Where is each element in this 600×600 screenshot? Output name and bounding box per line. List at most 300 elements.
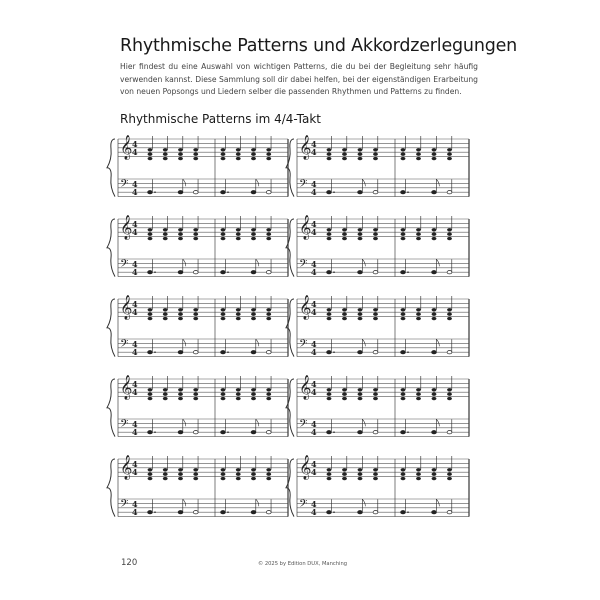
eighth-flag — [256, 179, 259, 186]
chord-notehead — [416, 228, 421, 231]
chord-notehead — [163, 477, 168, 480]
chord-notehead — [221, 393, 226, 396]
chord-notehead — [447, 157, 452, 160]
bass-notehead — [148, 271, 153, 274]
augmentation-dot — [333, 351, 335, 353]
treble-clef: 𝄞 — [299, 295, 312, 319]
chord-notehead — [148, 157, 153, 160]
chord-notehead — [251, 473, 256, 476]
chord-notehead — [401, 397, 406, 400]
chord-notehead — [193, 468, 198, 471]
bass-notehead — [447, 431, 452, 434]
chord-notehead — [221, 468, 226, 471]
chord-notehead — [416, 157, 421, 160]
chord-notehead — [163, 397, 168, 400]
time-signature-bottom: 4 — [132, 147, 138, 157]
chord-notehead — [327, 393, 332, 396]
chord-notehead — [416, 153, 421, 156]
bass-notehead — [373, 431, 378, 434]
chord-notehead — [416, 237, 421, 240]
treble-clef: 𝄞 — [120, 375, 133, 399]
chord-notehead — [358, 228, 363, 231]
chord-notehead — [342, 148, 347, 151]
chord-notehead — [193, 308, 198, 311]
chord-notehead — [193, 397, 198, 400]
chord-notehead — [401, 308, 406, 311]
chord-notehead — [373, 477, 378, 480]
bass-notehead — [432, 271, 437, 274]
chord-notehead — [236, 233, 241, 236]
chord-notehead — [193, 477, 198, 480]
time-signature-top: 4 — [132, 219, 138, 229]
time-signature-top: 4 — [311, 499, 317, 509]
intro-paragraph: Hier findest du eine Auswahl von wichtigen Patterns, die du bei der Begleitung sehr häufig verwenden kannst. Diese Sammlung soll dir dabei helfen, bei der eigenständigen Erarbeitung von neuen Popsongs und Liedern selber die passenden Rhythmen und Patterns zu finden. — [120, 62, 478, 96]
chord-notehead — [416, 233, 421, 236]
chord-notehead — [236, 153, 241, 156]
chord-notehead — [148, 397, 153, 400]
chord-notehead — [358, 393, 363, 396]
augmentation-dot — [407, 271, 409, 273]
eighth-flag — [183, 419, 186, 426]
time-signature-top: 4 — [132, 179, 138, 189]
chord-notehead — [266, 468, 271, 471]
chord-notehead — [342, 228, 347, 231]
chord-notehead — [373, 233, 378, 236]
bass-notehead — [178, 191, 183, 194]
bass-notehead — [447, 511, 452, 514]
chord-notehead — [221, 148, 226, 151]
eighth-flag — [256, 259, 259, 266]
augmentation-dot — [333, 191, 335, 193]
time-signature-bottom: 4 — [311, 467, 317, 477]
chord-notehead — [358, 477, 363, 480]
chord-notehead — [236, 393, 241, 396]
bass-notehead — [358, 431, 363, 434]
chord-notehead — [236, 317, 241, 320]
chord-notehead — [342, 317, 347, 320]
chord-notehead — [401, 237, 406, 240]
chord-notehead — [432, 397, 437, 400]
augmentation-dot — [154, 511, 156, 513]
eighth-flag — [436, 419, 439, 426]
chord-notehead — [251, 397, 256, 400]
chord-notehead — [221, 157, 226, 160]
augmentation-dot — [407, 511, 409, 513]
chord-notehead — [193, 157, 198, 160]
chord-notehead — [251, 148, 256, 151]
treble-clef: 𝄞 — [120, 455, 133, 479]
chord-notehead — [178, 237, 183, 240]
time-signature-top: 4 — [132, 339, 138, 349]
time-signature-bottom: 4 — [132, 187, 138, 197]
eighth-flag — [256, 499, 259, 506]
chord-notehead — [342, 397, 347, 400]
chord-notehead — [401, 153, 406, 156]
chord-notehead — [178, 477, 183, 480]
chord-notehead — [221, 228, 226, 231]
bass-notehead — [432, 431, 437, 434]
augmentation-dot — [227, 271, 229, 273]
bass-notehead — [251, 511, 256, 514]
chord-notehead — [148, 393, 153, 396]
time-signature-top: 4 — [132, 499, 138, 509]
time-signature-bottom: 4 — [132, 507, 138, 517]
chord-notehead — [373, 228, 378, 231]
page-title: Rhythmische Patterns und Akkordzerlegungen — [120, 36, 518, 56]
chord-notehead — [373, 473, 378, 476]
eighth-flag — [362, 499, 365, 506]
bass-clef: 𝄢 — [299, 258, 308, 273]
time-signature-bottom: 4 — [132, 227, 138, 237]
chord-notehead — [447, 388, 452, 391]
bass-notehead — [401, 511, 406, 514]
chord-notehead — [358, 317, 363, 320]
treble-clef: 𝄞 — [299, 455, 312, 479]
chord-notehead — [266, 233, 271, 236]
bass-notehead — [178, 351, 183, 354]
bass-notehead — [193, 511, 198, 514]
chord-notehead — [327, 317, 332, 320]
chord-notehead — [416, 477, 421, 480]
chord-notehead — [327, 153, 332, 156]
bass-notehead — [447, 191, 452, 194]
chord-notehead — [148, 308, 153, 311]
time-signature-bottom: 4 — [311, 227, 317, 237]
chord-notehead — [401, 468, 406, 471]
chord-notehead — [432, 233, 437, 236]
bass-notehead — [148, 351, 153, 354]
chord-notehead — [193, 313, 198, 316]
chord-notehead — [251, 237, 256, 240]
chord-notehead — [148, 473, 153, 476]
chord-notehead — [148, 228, 153, 231]
bass-notehead — [447, 271, 452, 274]
chord-notehead — [236, 477, 241, 480]
chord-notehead — [266, 228, 271, 231]
chord-notehead — [221, 153, 226, 156]
chord-notehead — [373, 397, 378, 400]
chord-notehead — [373, 308, 378, 311]
brace — [107, 379, 115, 437]
bass-notehead — [401, 351, 406, 354]
bass-notehead — [266, 351, 271, 354]
chord-notehead — [148, 148, 153, 151]
chord-notehead — [447, 393, 452, 396]
chord-notehead — [193, 228, 198, 231]
chord-notehead — [178, 157, 183, 160]
chord-notehead — [148, 237, 153, 240]
chord-notehead — [358, 157, 363, 160]
chord-notehead — [358, 397, 363, 400]
chord-notehead — [327, 473, 332, 476]
chord-notehead — [342, 468, 347, 471]
chord-notehead — [327, 157, 332, 160]
eighth-flag — [436, 499, 439, 506]
chord-notehead — [163, 468, 168, 471]
chord-notehead — [416, 393, 421, 396]
time-signature-top: 4 — [132, 459, 138, 469]
chord-notehead — [236, 157, 241, 160]
bass-notehead — [221, 351, 226, 354]
chord-notehead — [432, 308, 437, 311]
chord-notehead — [358, 233, 363, 236]
time-signature-bottom: 4 — [132, 427, 138, 437]
bass-notehead — [266, 191, 271, 194]
bass-notehead — [373, 351, 378, 354]
chord-notehead — [327, 228, 332, 231]
chord-notehead — [221, 477, 226, 480]
treble-clef: 𝄞 — [299, 135, 312, 159]
chord-notehead — [163, 388, 168, 391]
bass-notehead — [148, 511, 153, 514]
chord-notehead — [163, 308, 168, 311]
chord-notehead — [178, 317, 183, 320]
chord-notehead — [178, 233, 183, 236]
augmentation-dot — [333, 271, 335, 273]
time-signature-bottom: 4 — [132, 307, 138, 317]
section-title: Rhythmische Patterns im 4/4-Takt — [120, 112, 321, 126]
bass-notehead — [251, 271, 256, 274]
chord-notehead — [432, 317, 437, 320]
chord-notehead — [251, 393, 256, 396]
time-signature-top: 4 — [311, 419, 317, 429]
bass-notehead — [373, 511, 378, 514]
chord-notehead — [178, 468, 183, 471]
chord-notehead — [416, 148, 421, 151]
chord-notehead — [401, 477, 406, 480]
chord-notehead — [401, 313, 406, 316]
chord-notehead — [432, 393, 437, 396]
eighth-flag — [183, 259, 186, 266]
augmentation-dot — [154, 191, 156, 193]
bass-notehead — [447, 351, 452, 354]
eighth-flag — [183, 499, 186, 506]
bass-notehead — [373, 191, 378, 194]
bass-clef: 𝄢 — [299, 418, 308, 433]
treble-clef: 𝄞 — [299, 375, 312, 399]
chord-notehead — [266, 313, 271, 316]
chord-notehead — [178, 153, 183, 156]
chord-notehead — [251, 228, 256, 231]
bass-notehead — [193, 351, 198, 354]
chord-notehead — [193, 393, 198, 396]
chord-notehead — [447, 317, 452, 320]
chord-notehead — [327, 397, 332, 400]
time-signature-top: 4 — [311, 459, 317, 469]
chord-notehead — [342, 233, 347, 236]
chord-notehead — [251, 477, 256, 480]
chord-notehead — [342, 313, 347, 316]
chord-notehead — [373, 148, 378, 151]
chord-notehead — [401, 317, 406, 320]
time-signature-top: 4 — [311, 339, 317, 349]
chord-notehead — [236, 313, 241, 316]
chord-notehead — [266, 393, 271, 396]
chord-notehead — [163, 148, 168, 151]
bass-notehead — [327, 191, 332, 194]
time-signature-bottom: 4 — [311, 427, 317, 437]
bass-clef: 𝄢 — [299, 338, 308, 353]
chord-notehead — [373, 153, 378, 156]
chord-notehead — [266, 477, 271, 480]
bass-notehead — [432, 191, 437, 194]
eighth-flag — [362, 259, 365, 266]
chord-notehead — [447, 397, 452, 400]
bass-notehead — [221, 191, 226, 194]
chord-notehead — [251, 388, 256, 391]
bass-notehead — [193, 431, 198, 434]
bass-notehead — [373, 271, 378, 274]
chord-notehead — [193, 473, 198, 476]
augmentation-dot — [333, 511, 335, 513]
chord-notehead — [163, 233, 168, 236]
bass-notehead — [148, 431, 153, 434]
chord-notehead — [447, 237, 452, 240]
time-signature-top: 4 — [311, 259, 317, 269]
chord-notehead — [342, 237, 347, 240]
bass-notehead — [251, 351, 256, 354]
chord-notehead — [266, 397, 271, 400]
chord-notehead — [178, 388, 183, 391]
time-signature-top: 4 — [311, 379, 317, 389]
chord-notehead — [163, 237, 168, 240]
chord-notehead — [342, 308, 347, 311]
eighth-flag — [256, 339, 259, 346]
chord-notehead — [163, 228, 168, 231]
chord-notehead — [416, 468, 421, 471]
chord-notehead — [327, 148, 332, 151]
bass-clef: 𝄢 — [120, 418, 129, 433]
chord-notehead — [416, 308, 421, 311]
bass-notehead — [432, 511, 437, 514]
chord-notehead — [266, 157, 271, 160]
bass-notehead — [266, 431, 271, 434]
bass-notehead — [178, 511, 183, 514]
chord-notehead — [432, 228, 437, 231]
time-signature-top: 4 — [132, 419, 138, 429]
augmentation-dot — [407, 351, 409, 353]
time-signature-bottom: 4 — [132, 387, 138, 397]
bass-notehead — [266, 271, 271, 274]
chord-notehead — [342, 473, 347, 476]
chord-notehead — [401, 233, 406, 236]
bass-notehead — [148, 191, 153, 194]
chord-notehead — [178, 473, 183, 476]
treble-clef: 𝄞 — [299, 215, 312, 239]
chord-notehead — [447, 148, 452, 151]
chord-notehead — [447, 308, 452, 311]
chord-notehead — [358, 388, 363, 391]
chord-notehead — [327, 237, 332, 240]
time-signature-bottom: 4 — [132, 347, 138, 357]
chord-notehead — [178, 397, 183, 400]
chord-notehead — [266, 308, 271, 311]
chord-notehead — [401, 157, 406, 160]
chord-notehead — [358, 308, 363, 311]
chord-notehead — [221, 308, 226, 311]
chord-notehead — [251, 317, 256, 320]
chord-notehead — [163, 393, 168, 396]
time-signature-bottom: 4 — [311, 147, 317, 157]
chord-notehead — [342, 153, 347, 156]
bass-notehead — [358, 271, 363, 274]
chord-notehead — [432, 153, 437, 156]
chord-notehead — [193, 148, 198, 151]
eighth-flag — [362, 419, 365, 426]
time-signature-top: 4 — [311, 179, 317, 189]
augmentation-dot — [227, 511, 229, 513]
page-number: 120 — [121, 558, 138, 568]
chord-notehead — [373, 468, 378, 471]
time-signature-bottom: 4 — [132, 467, 138, 477]
augmentation-dot — [407, 191, 409, 193]
time-signature-bottom: 4 — [311, 507, 317, 517]
bass-clef: 𝄢 — [120, 258, 129, 273]
chord-notehead — [266, 388, 271, 391]
bass-notehead — [193, 191, 198, 194]
chord-notehead — [236, 308, 241, 311]
time-signature-top: 4 — [132, 259, 138, 269]
augmentation-dot — [227, 351, 229, 353]
chord-notehead — [327, 308, 332, 311]
chord-notehead — [327, 313, 332, 316]
eighth-flag — [436, 259, 439, 266]
chord-notehead — [221, 313, 226, 316]
chord-notehead — [178, 393, 183, 396]
chord-notehead — [401, 228, 406, 231]
time-signature-bottom: 4 — [132, 267, 138, 277]
eighth-flag — [436, 179, 439, 186]
time-signature-top: 4 — [132, 379, 138, 389]
bass-notehead — [432, 351, 437, 354]
chord-notehead — [236, 397, 241, 400]
bass-notehead — [358, 511, 363, 514]
chord-notehead — [327, 233, 332, 236]
chord-notehead — [251, 233, 256, 236]
chord-notehead — [148, 313, 153, 316]
time-signature-top: 4 — [132, 299, 138, 309]
chord-notehead — [266, 473, 271, 476]
chord-notehead — [221, 233, 226, 236]
time-signature-top: 4 — [132, 139, 138, 149]
chord-notehead — [416, 317, 421, 320]
time-signature-top: 4 — [311, 139, 317, 149]
chord-notehead — [416, 313, 421, 316]
chord-notehead — [221, 237, 226, 240]
bass-notehead — [221, 511, 226, 514]
chord-notehead — [163, 317, 168, 320]
chord-notehead — [373, 393, 378, 396]
chord-notehead — [447, 468, 452, 471]
chord-notehead — [432, 477, 437, 480]
chord-notehead — [266, 317, 271, 320]
treble-clef: 𝄞 — [120, 215, 133, 239]
chord-notehead — [266, 148, 271, 151]
copyright-notice: © 2025 by Edition DUX, Manching — [258, 561, 348, 567]
chord-notehead — [401, 473, 406, 476]
bass-notehead — [221, 431, 226, 434]
eighth-flag — [362, 179, 365, 186]
chord-notehead — [266, 237, 271, 240]
chord-notehead — [432, 468, 437, 471]
chord-notehead — [447, 313, 452, 316]
chord-notehead — [178, 308, 183, 311]
chord-notehead — [416, 397, 421, 400]
bass-clef: 𝄢 — [120, 178, 129, 193]
chord-notehead — [251, 468, 256, 471]
chord-notehead — [447, 477, 452, 480]
chord-notehead — [358, 468, 363, 471]
